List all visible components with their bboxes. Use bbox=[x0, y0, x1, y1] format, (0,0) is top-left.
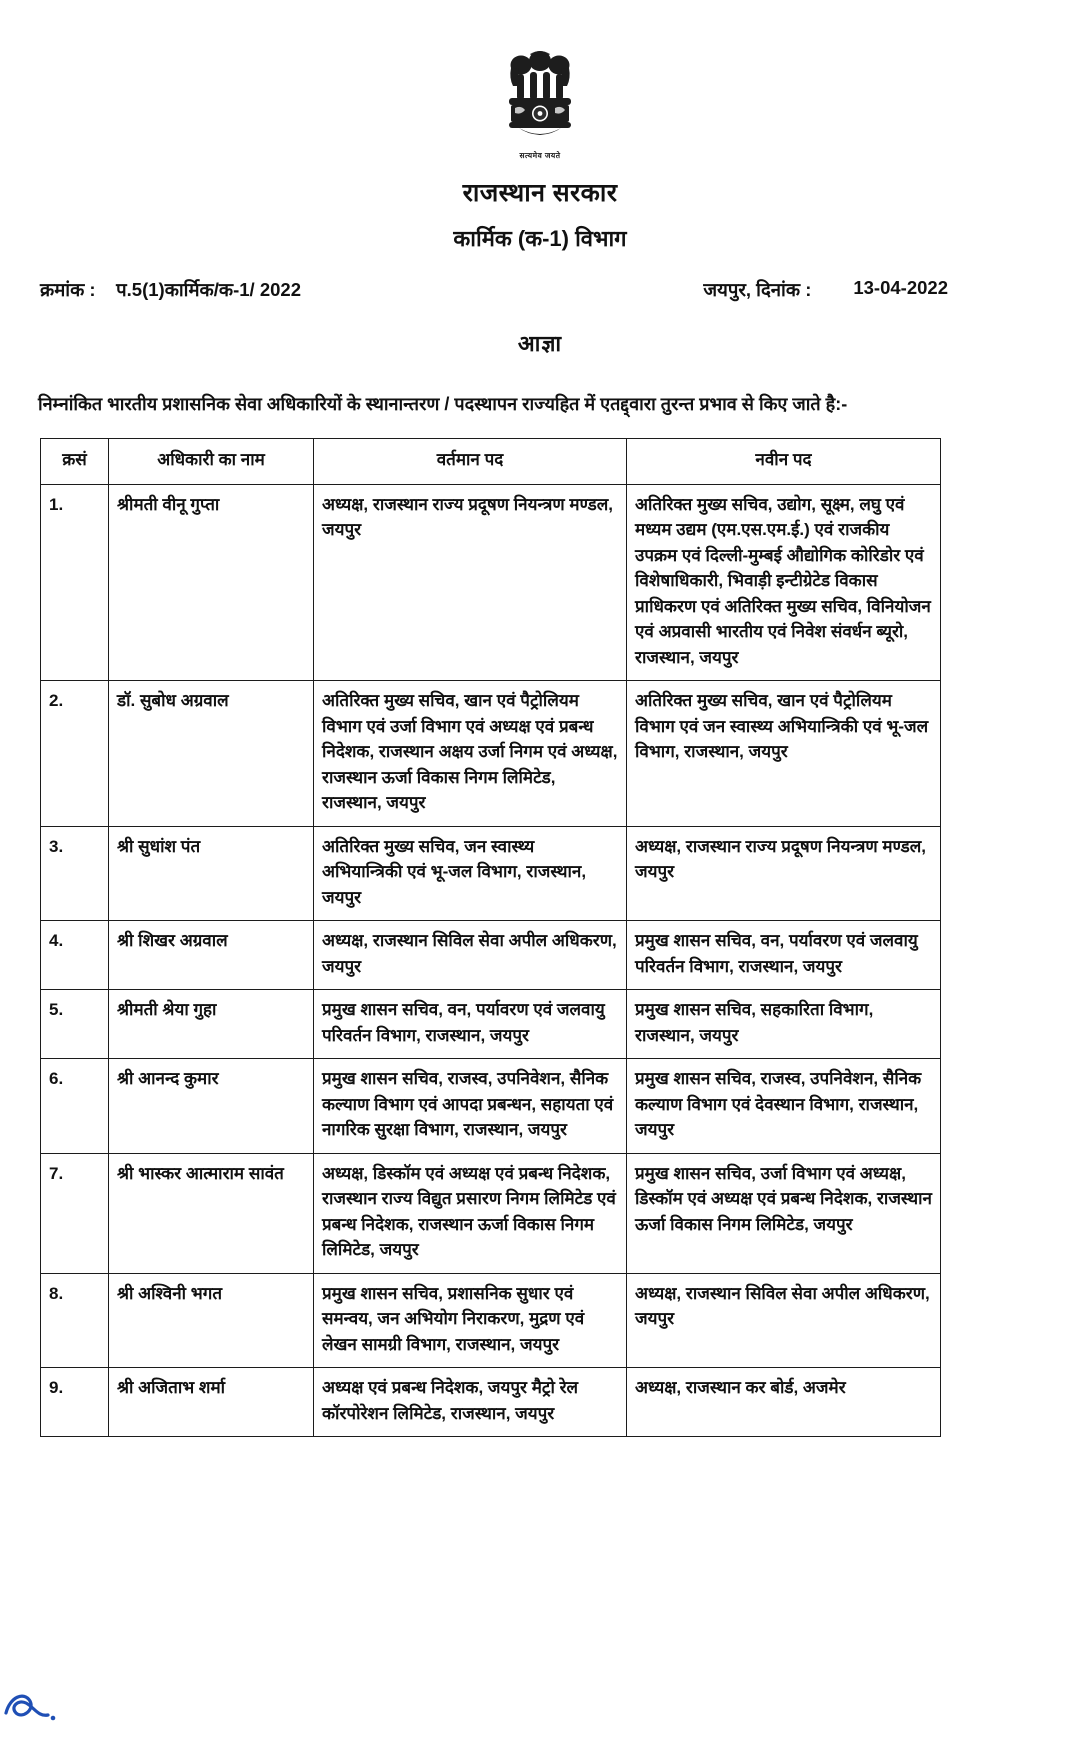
cell-officer-name-text: श्रीमती वीनू गुप्ता bbox=[117, 494, 220, 514]
emblem-container bbox=[0, 0, 1080, 161]
cell-serial-text: 5. bbox=[49, 1000, 64, 1020]
table-row bbox=[41, 1059, 941, 1154]
cell-officer-name-text: श्री शिखर अग्रवाल bbox=[117, 931, 228, 951]
cell-new-post bbox=[627, 484, 941, 681]
date-value: 13-04-2022 bbox=[853, 277, 948, 298]
cell-new-post-text: अतिरिक्त मुख्य सचिव, खान एवं पैट्रोलियम विभाग एवं जन स्वास्थ्य अभियान्त्रिकी एवं भू-जल विभाग, राजस्थान, जयपुर bbox=[635, 691, 929, 762]
reference-date-line bbox=[40, 277, 1040, 302]
cell-officer-name bbox=[109, 1273, 314, 1368]
cell-serial bbox=[41, 1368, 109, 1437]
cell-current-post bbox=[314, 484, 627, 681]
cell-new-post-text: अध्यक्ष, राजस्थान कर बोर्ड, अजमेर bbox=[635, 1378, 846, 1398]
cell-current-post bbox=[314, 826, 627, 921]
cell-officer-name-text: डॉ. सुबोध अग्रवाल bbox=[117, 691, 229, 711]
intro-paragraph: निम्नांकित भारतीय प्रशासनिक सेवा अधिकारियों के स्थानान्तरण / पदस्थापन राज्यहित में एतद्द्वारा तुरन्त प्रभाव से किए जाते है:- bbox=[38, 394, 848, 414]
column-header-serial: क्रसं bbox=[41, 439, 109, 485]
cell-officer-name-text: श्रीमती श्रेया गुहा bbox=[117, 1000, 217, 1020]
cell-new-post-text: प्रमुख शासन सचिव, राजस्व, उपनिवेशन, सैनिक कल्याण विभाग एवं देवस्थान विभाग, राजस्थान, जयपुर bbox=[635, 1069, 922, 1140]
cell-officer-name bbox=[109, 826, 314, 921]
cell-serial-text: 4. bbox=[49, 931, 64, 951]
table-row bbox=[41, 826, 941, 921]
cell-new-post-text: अतिरिक्त मुख्य सचिव, उद्योग, सूक्ष्म, लघु एवं मध्यम उद्यम (एम.एस.एम.ई.) एवं राजकीय उपक्रम एवं दिल्ली-मुम्बई औद्योगिक कोरिडोर एवं विशेषाधिकारी, भिवाड़ी इन्टीग्रेटेड विकास प्राधिकरण एवं अतिरिक्त मुख्य सचिव, विनियोजन एवं अप्रवासी भारतीय एवं निवेश संवर्धन ब्यूरो, राजस्थान, जयपुर bbox=[635, 494, 931, 667]
cell-serial bbox=[41, 990, 109, 1059]
transfer-order-table bbox=[40, 438, 941, 1437]
cell-officer-name-text: श्री भास्कर आत्माराम सावंत bbox=[117, 1163, 284, 1183]
cell-new-post bbox=[627, 1368, 941, 1437]
cell-new-post bbox=[627, 681, 941, 827]
column-header-new: नवीन पद bbox=[627, 439, 941, 485]
cell-serial bbox=[41, 1153, 109, 1273]
cell-officer-name-text: श्री अश्विनी भगत bbox=[117, 1283, 223, 1303]
reference-value: प.5(1)कार्मिक/क-1/ 2022 bbox=[116, 279, 301, 300]
cell-officer-name bbox=[109, 1153, 314, 1273]
cell-new-post-text: अध्यक्ष, राजस्थान राज्य प्रदूषण नियन्त्रण मण्डल, जयपुर bbox=[635, 836, 926, 882]
column-header-name: अधिकारी का नाम bbox=[109, 439, 314, 485]
cell-serial-text: 9. bbox=[49, 1378, 64, 1398]
cell-serial-text: 8. bbox=[49, 1283, 64, 1303]
cell-serial bbox=[41, 826, 109, 921]
cell-officer-name bbox=[109, 921, 314, 990]
cell-current-post bbox=[314, 1153, 627, 1273]
cell-serial bbox=[41, 681, 109, 827]
cell-serial-text: 7. bbox=[49, 1163, 64, 1183]
order-heading: आज्ञा bbox=[517, 331, 563, 356]
cell-serial bbox=[41, 1273, 109, 1368]
reference-label: क्रमांक : bbox=[40, 279, 96, 300]
cell-new-post bbox=[627, 1273, 941, 1368]
table-row bbox=[41, 1368, 941, 1437]
cell-serial bbox=[41, 1059, 109, 1154]
table-row bbox=[41, 681, 941, 827]
cell-current-post-text: अतिरिक्त मुख्य सचिव, जन स्वास्थ्य अभियान्त्रिकी एवं भू-जल विभाग, राजस्थान, जयपुर bbox=[322, 836, 587, 907]
date-block bbox=[703, 277, 1040, 302]
cell-new-post-text: प्रमुख शासन सचिव, सहकारिता विभाग, राजस्थान, जयपुर bbox=[635, 1000, 874, 1045]
cell-current-post-text: प्रमुख शासन सचिव, वन, पर्यावरण एवं जलवायु परिवर्तन विभाग, राजस्थान, जयपुर bbox=[322, 1000, 605, 1045]
emblem-motto: सत्यमेव जयते bbox=[519, 151, 561, 160]
table-row bbox=[41, 484, 941, 681]
cell-new-post bbox=[627, 921, 941, 990]
department-title: कार्मिक (क-1) विभाग bbox=[453, 226, 627, 251]
cell-serial bbox=[41, 484, 109, 681]
cell-current-post bbox=[314, 1059, 627, 1154]
cell-current-post-text: अध्यक्ष, राजस्थान सिविल सेवा अपील अधिकरण, जयपुर bbox=[322, 931, 617, 976]
cell-serial-text: 6. bbox=[49, 1069, 64, 1089]
reference-block bbox=[40, 277, 301, 302]
table-body bbox=[41, 484, 941, 1437]
cell-officer-name bbox=[109, 1368, 314, 1437]
cell-officer-name bbox=[109, 990, 314, 1059]
cell-serial-text: 3. bbox=[49, 836, 64, 856]
cell-serial-text: 2. bbox=[49, 691, 64, 711]
cell-current-post-text: अतिरिक्त मुख्य सचिव, खान एवं पैट्रोलियम विभाग एवं उर्जा विभाग एवं अध्यक्ष एवं प्रबन्ध निदेशक, राजस्थान अक्षय उर्जा निगम एवं अध्यक्ष, राजस्थान ऊर्जा विकास निगम लिमिटेड, राजस्थान, जयपुर bbox=[322, 691, 618, 813]
cell-new-post-text: प्रमुख शासन सचिव, उर्जा विभाग एवं अध्यक्ष, डिस्कॉम एवं अध्यक्ष एवं प्रबन्ध निदेशक, राजस्थान ऊर्जा विकास निगम लिमिटेड, जयपुर bbox=[635, 1163, 932, 1234]
cell-current-post bbox=[314, 681, 627, 827]
column-header-current: वर्तमान पद bbox=[314, 439, 627, 485]
cell-current-post bbox=[314, 921, 627, 990]
table-row bbox=[41, 1153, 941, 1273]
cell-new-post bbox=[627, 826, 941, 921]
cell-officer-name bbox=[109, 681, 314, 827]
cell-new-post bbox=[627, 1059, 941, 1154]
cell-current-post-text: अध्यक्ष, डिस्कॉम एवं अध्यक्ष एवं प्रबन्ध निदेशक, राजस्थान राज्य विद्युत प्रसारण निगम लिमिटेड एवं प्रबन्ध निदेशक, राजस्थान ऊर्जा विकास निगम लिमिटेड, जयपुर bbox=[322, 1163, 616, 1260]
cell-new-post-text: प्रमुख शासन सचिव, वन, पर्यावरण एवं जलवायु परिवर्तन विभाग, राजस्थान, जयपुर bbox=[635, 931, 918, 976]
table-row bbox=[41, 990, 941, 1059]
cell-officer-name-text: श्री आनन्द कुमार bbox=[117, 1069, 219, 1089]
signature-mark bbox=[4, 1683, 58, 1729]
table-row bbox=[41, 921, 941, 990]
cell-officer-name-text: श्री अजिताभ शर्मा bbox=[117, 1378, 226, 1398]
cell-serial-text: 1. bbox=[49, 494, 64, 514]
cell-current-post-text: अध्यक्ष एवं प्रबन्ध निदेशक, जयपुर मैट्रो रेल कॉरपोरेशन लिमिटेड, राजस्थान, जयपुर bbox=[322, 1378, 579, 1423]
cell-current-post bbox=[314, 1273, 627, 1368]
cell-current-post-text: प्रमुख शासन सचिव, राजस्व, उपनिवेशन, सैनिक कल्याण विभाग एवं आपदा प्रबन्धन, सहायता एवं नागरिक सुरक्षा विभाग, राजस्थान, जयपुर bbox=[322, 1069, 614, 1140]
cell-new-post-text: अध्यक्ष, राजस्थान सिविल सेवा अपील अधिकरण, जयपुर bbox=[635, 1283, 930, 1329]
cell-officer-name bbox=[109, 484, 314, 681]
table-row bbox=[41, 1273, 941, 1368]
cell-officer-name-text: श्री सुधांश पंत bbox=[117, 836, 201, 856]
place-date-label: जयपुर, दिनांक : bbox=[703, 279, 812, 300]
cell-current-post-text: प्रमुख शासन सचिव, प्रशासनिक सुधार एवं समन्वय, जन अभियोग निराकरण, मुद्रण एवं लेखन सामग्री विभाग, राजस्थान, जयपुर bbox=[322, 1283, 585, 1354]
cell-current-post bbox=[314, 1368, 627, 1437]
government-title: राजस्थान सरकार bbox=[462, 179, 618, 207]
cell-current-post bbox=[314, 990, 627, 1059]
cell-new-post bbox=[627, 990, 941, 1059]
table-header-row bbox=[41, 439, 941, 485]
cell-serial bbox=[41, 921, 109, 990]
india-state-emblem-icon bbox=[497, 48, 583, 154]
cell-officer-name bbox=[109, 1059, 314, 1154]
cell-current-post-text: अध्यक्ष, राजस्थान राज्य प्रदूषण नियन्त्रण मण्डल, जयपुर bbox=[322, 494, 613, 540]
cell-new-post bbox=[627, 1153, 941, 1273]
